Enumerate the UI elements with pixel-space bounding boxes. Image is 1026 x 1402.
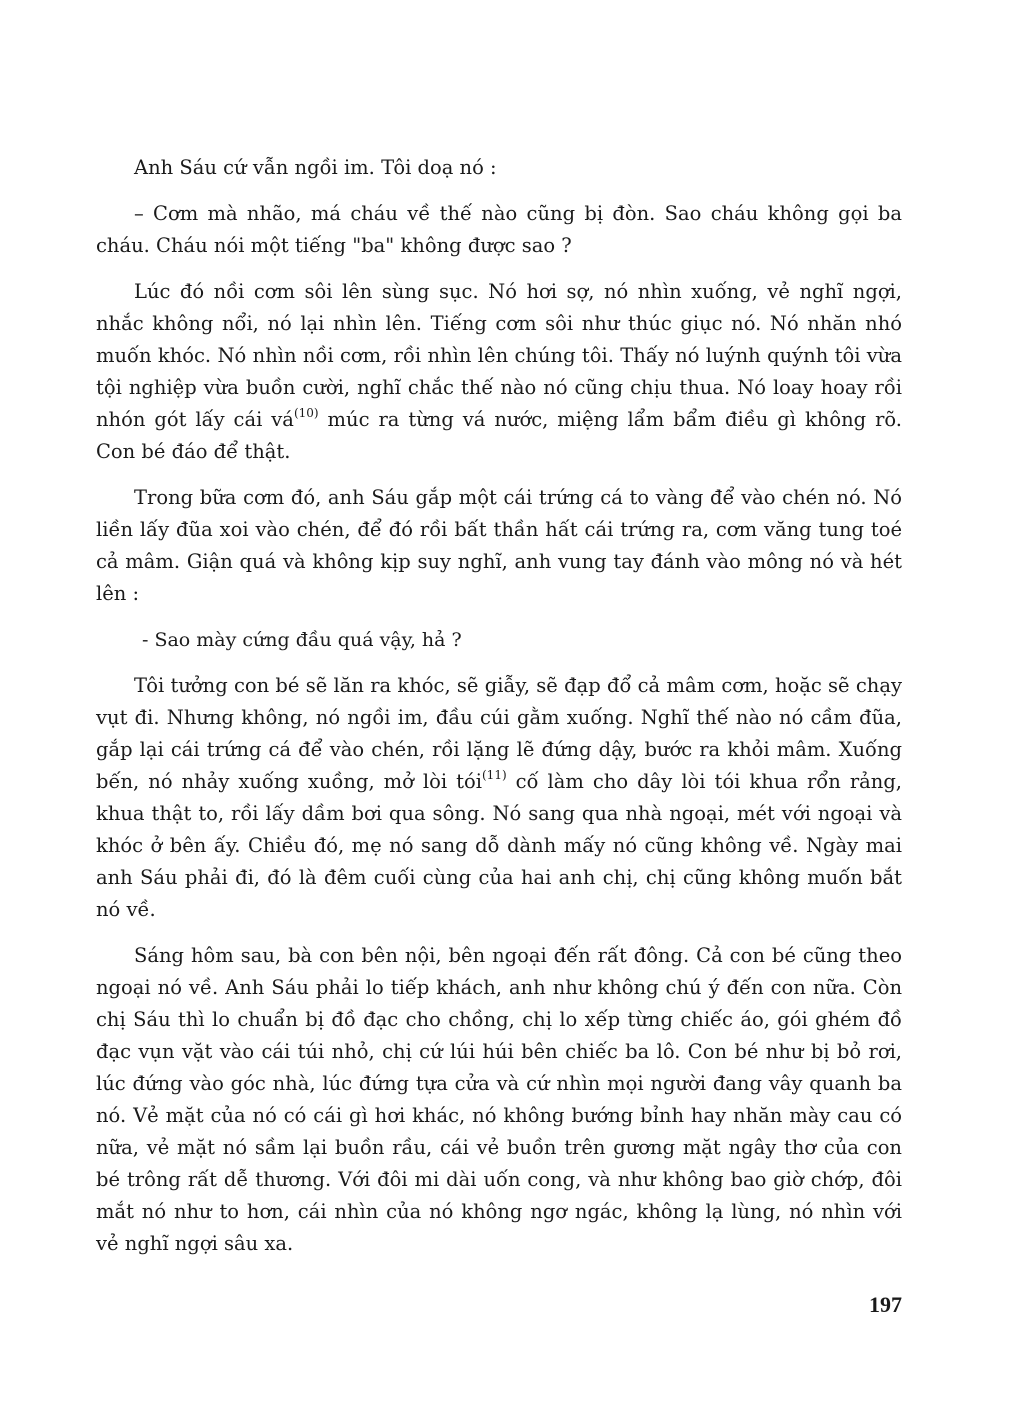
paragraph-6 (96, 670, 902, 926)
paragraph-4: Trong bữa cơm đó, anh Sáu gắp một cái trứng cá to vàng để vào chén nó. Nó liền lấy đũa xoi vào chén, để đó rồi bất thần hất cái trứng ra, cơm văng tung toé cả mâm. Giận quá và không kịp suy nghĩ, anh vung tay đánh vào mông nó và hét lên : (96, 486, 902, 605)
paragraph-6-text-a: Tôi tưởng con bé sẽ lăn ra khóc, sẽ giẫy, sẽ đạp đổ cả mâm cơm, hoặc sẽ chạy vụt đi. Nhưng không, nó ngồi im, đầu cúi gằm xuống. Nghĩ thế nào nó cầm đũa, gắp lại cái trứng cá để vào chén, rồi lặng lẽ đứng dậy, bước ra khỏi mâm. Xuống bến, nó nhảy xuống xuồng, mở lòi tói (96, 674, 902, 793)
paragraph-3-text-a: Lúc đó nồi cơm sôi lên sùng sục. Nó hơi sợ, nó nhìn xuống, vẻ nghĩ ngợi, nhắc không nổi, nó lại nhìn lên. Tiếng cơm sôi như thúc giục nó. Nó nhăn nhó muốn khóc. Nó nhìn nồi cơm, rồi nhìn lên chúng tôi. Thấy nó luýnh quýnh tôi vừa tội nghiệp vừa buồn cười, nghĩ chắc thế nào nó cũng chịu thua. Nó loay hoay rồi nhón gót lấy cái vá (96, 280, 902, 431)
paragraph-7: Sáng hôm sau, bà con bên nội, bên ngoại đến rất đông. Cả con bé cũng theo ngoại nó về. Anh Sáu phải lo tiếp khách, anh như không chú ý đến con nữa. Còn chị Sáu thì lo chuẩn bị đồ đạc cho chồng, chị lo xếp từng chiếc áo, gói ghém đồ đạc vụn vặt vào cái túi nhỏ, chị cứ lúi húi bên chiếc ba lô. Con bé như bị bỏ rơi, lúc đứng vào góc nhà, lúc đứng tựa cửa và cứ nhìn mọi người đang vây quanh ba nó. Vẻ mặt của nó có cái gì hơi khác, nó không bướng bỉnh hay nhăn mày cau có nữa, vẻ mặt nó sầm lại buồn rầu, cái vẻ buồn trên gương mặt ngây thơ của con bé trông rất dễ thương. Với đôi mi dài uốn cong, và như không bao giờ chớp, đôi mắt nó như to hơn, cái nhìn của nó không ngơ ngác, không lạ lùng, nó nhìn với vẻ nghĩ ngợi sâu xa. (96, 944, 902, 1255)
body-text (96, 152, 902, 1274)
page-number: 197 (869, 1292, 902, 1317)
paragraph-2-dialogue: – Cơm mà nhão, má cháu về thế nào cũng bị đòn. Sao cháu không gọi ba cháu. Cháu nói một tiếng "ba" không được sao ? (96, 202, 902, 257)
paragraph-6-text-b: cố làm cho dây lòi tói khua rổn rảng, khua thật to, rồi lấy dầm bơi qua sông. Nó sang qua nhà ngoại, mét với ngoại và khóc ở bên ấy. Chiều đó, mẹ nó sang dỗ dành mấy nó cũng không về. Ngày mai anh Sáu phải đi, đó là đêm cuối cùng của hai anh chị, chị cũng không muốn bắt nó về. (96, 770, 903, 921)
paragraph-3 (96, 276, 902, 468)
footnote-ref-10: (10) (293, 406, 319, 420)
paragraph-5-dialogue: - Sao mày cứng đầu quá vậy, hả ? (142, 629, 462, 651)
paragraph-1: Anh Sáu cứ vẫn ngồi im. Tôi doạ nó : (134, 156, 497, 179)
footnote-ref-11: (11) (482, 768, 507, 782)
paragraph-3-text-b: múc ra từng vá nước, miệng lẩm bẩm điều gì không rõ. Con bé đáo để thật. (96, 408, 902, 463)
